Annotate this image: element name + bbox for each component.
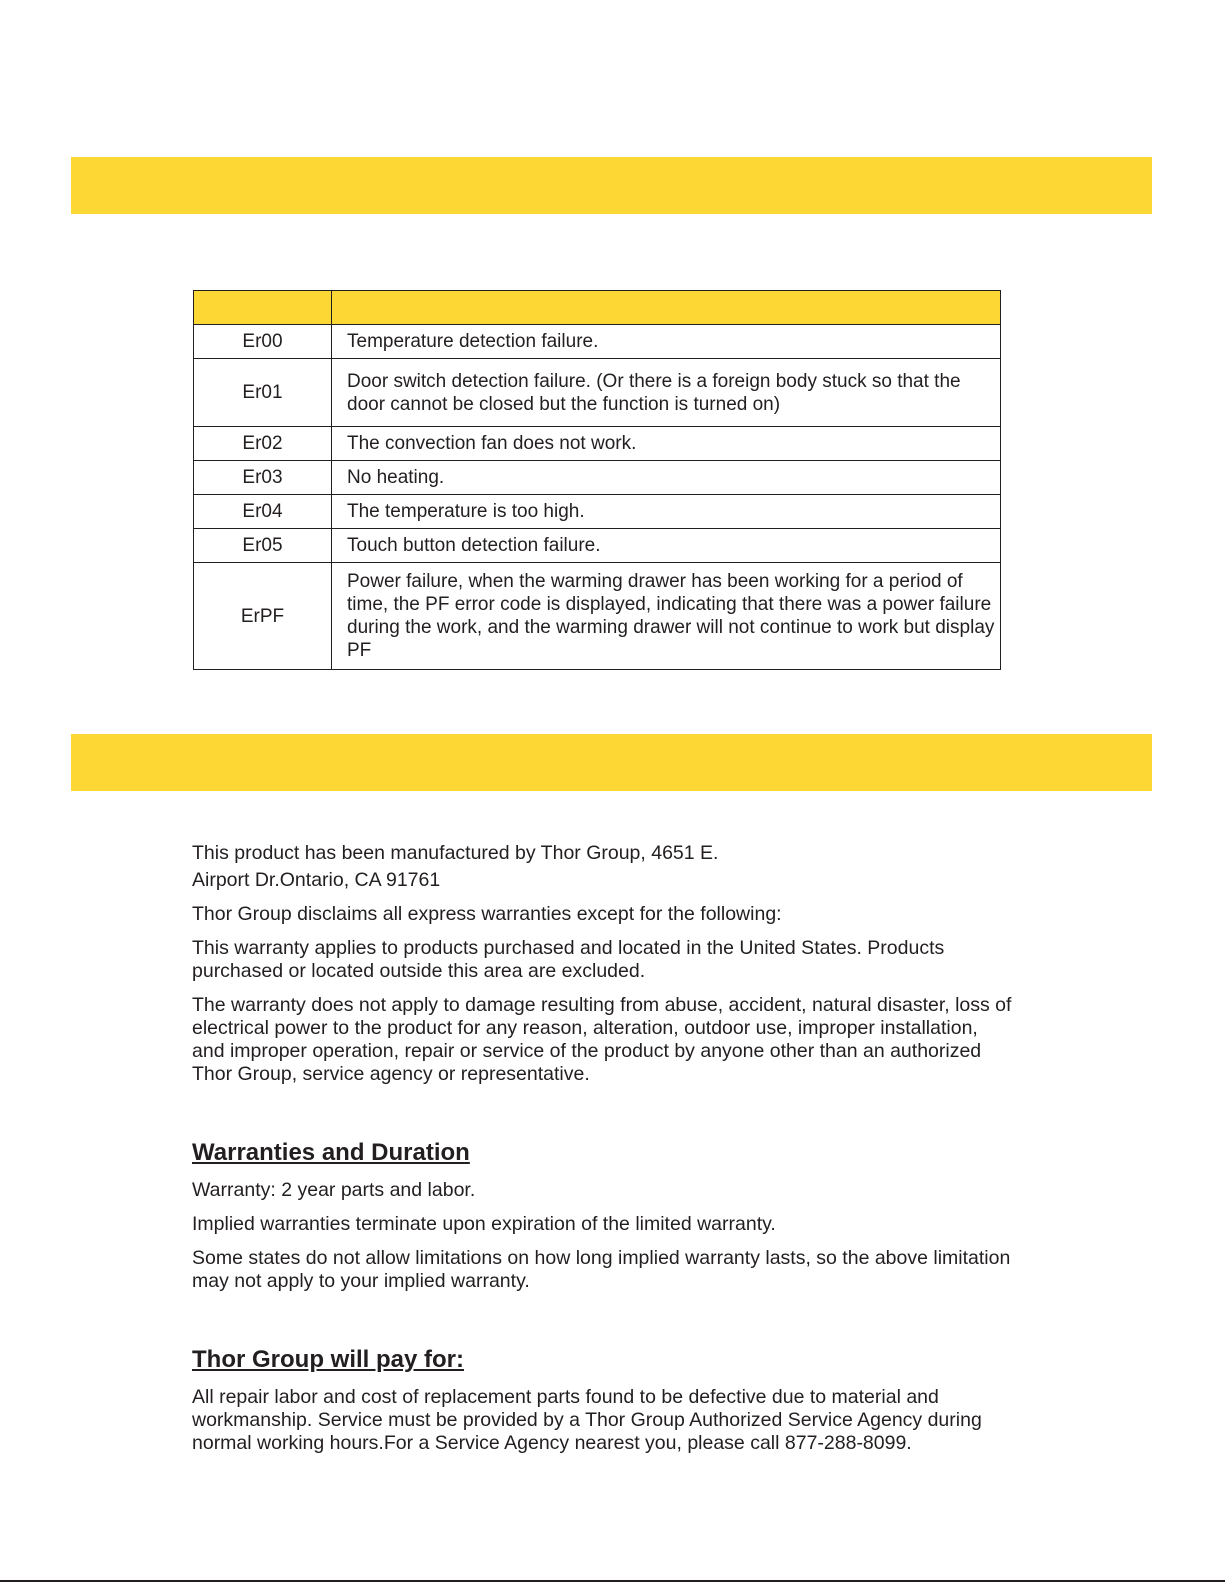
error-code: Er03 bbox=[194, 461, 332, 495]
section-header-band-error-codes bbox=[71, 157, 1152, 214]
section-header-band-warranty bbox=[71, 734, 1152, 791]
table-row bbox=[194, 563, 1001, 670]
coverage-area-paragraph: This warranty applies to products purchased and located in the United States. Products purchased or located outside this area are excluded. bbox=[192, 937, 945, 982]
error-description: Touch button detection failure. bbox=[332, 529, 1001, 563]
error-code: Er01 bbox=[194, 359, 332, 427]
error-description: The temperature is too high. bbox=[332, 495, 1001, 529]
error-code: ErPF bbox=[194, 563, 332, 670]
table-row bbox=[194, 359, 1001, 427]
table-header-row bbox=[194, 291, 1001, 325]
header-code bbox=[194, 291, 332, 325]
error-description: Door switch detection failure. (Or there is a foreign body stuck so that the door cannot be closed but the function is turned on) bbox=[332, 359, 1001, 427]
table-row bbox=[194, 461, 1001, 495]
disclaimer-paragraph: Thor Group disclaims all express warranties except for the following: bbox=[192, 903, 782, 925]
error-code-table bbox=[193, 290, 1001, 670]
error-code: Er02 bbox=[194, 427, 332, 461]
state-limitation-paragraph: Some states do not allow limitations on how long implied warranty lasts, so the above limitation may not apply to your implied warranty. bbox=[192, 1247, 1011, 1292]
exclusions-paragraph: The warranty does not apply to damage resulting from abuse, accident, natural disaster, loss of electrical power to the product for any reason, alteration, outdoor use, improper installation, and improper operation, repair or service of the product by anyone other than an authorized Thor Group, service agency or representative. bbox=[192, 994, 1012, 1085]
warranties-duration-heading: Warranties and Duration bbox=[192, 1139, 470, 1166]
manufacturer-line: This product has been manufactured by Thor Group, 4651 E. bbox=[192, 842, 719, 864]
table-row bbox=[194, 529, 1001, 563]
page-bottom-rule bbox=[0, 1580, 1225, 1582]
table-row bbox=[194, 427, 1001, 461]
will-pay-paragraph: All repair labor and cost of replacement parts found to be defective due to material and workmanship. Service must be provided by a Thor Group Authorized Service Agency during normal working hours.For a Service Agency nearest you, please call 877-288-8099. bbox=[192, 1386, 982, 1454]
error-description: No heating. bbox=[332, 461, 1001, 495]
table-row bbox=[194, 495, 1001, 529]
error-description: Temperature detection failure. bbox=[332, 325, 1001, 359]
warranty-section bbox=[192, 842, 1012, 1466]
will-pay-heading: Thor Group will pay for: bbox=[192, 1346, 464, 1373]
error-description: The convection fan does not work. bbox=[332, 427, 1001, 461]
implied-warranty-term: Implied warranties terminate upon expiration of the limited warranty. bbox=[192, 1213, 776, 1235]
header-description bbox=[332, 291, 1001, 325]
error-code: Er05 bbox=[194, 529, 332, 563]
warranty-term: Warranty: 2 year parts and labor. bbox=[192, 1179, 476, 1201]
table-row bbox=[194, 325, 1001, 359]
error-code: Er00 bbox=[194, 325, 332, 359]
error-code: Er04 bbox=[194, 495, 332, 529]
error-description: Power failure, when the warming drawer has been working for a period of time, the PF error code is displayed, indicating that there was a power failure during the work, and the warming drawer will not continue to work but display PF bbox=[332, 563, 1001, 670]
manufacturer-address: Airport Dr.Ontario, CA 91761 bbox=[192, 869, 441, 891]
